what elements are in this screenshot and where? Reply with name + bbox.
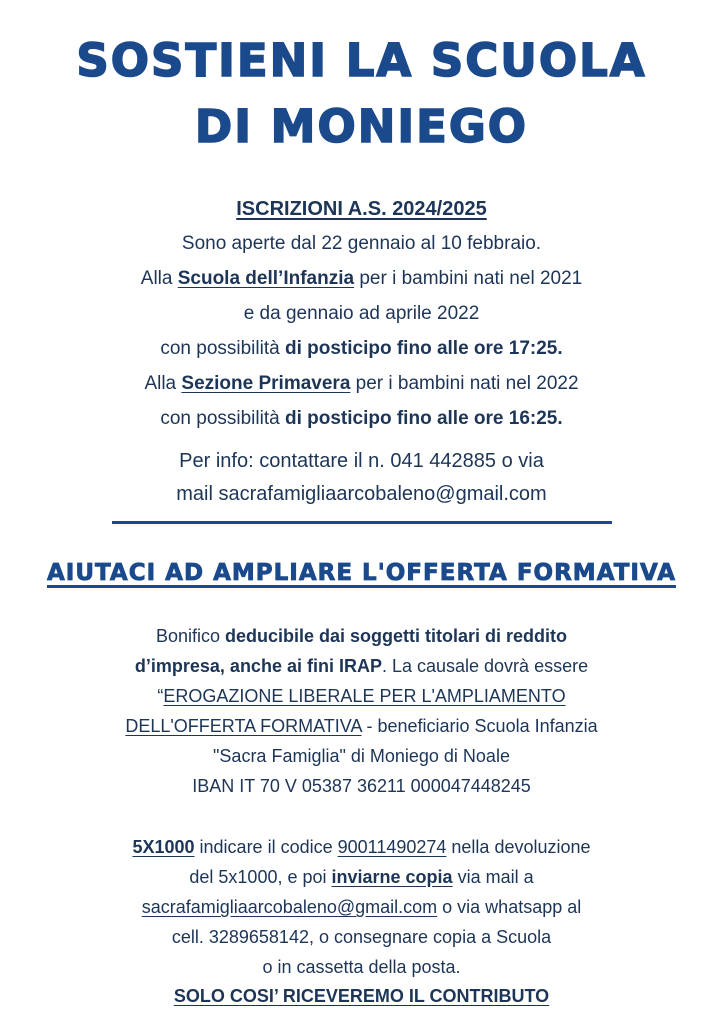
primavera-pre: Alla [144, 373, 182, 394]
posticipo-bold: di posticipo fino alle ore 17:25. [284, 338, 563, 359]
causale-line-1 [0, 686, 723, 707]
poster-title-line2: DI MONIEGO [194, 100, 529, 153]
5x1000-line-5: o in cassetta della posta. [262, 957, 461, 977]
posticipo2-bold: di posticipo fino alle ore 16:25. [284, 408, 563, 429]
bonifico-line-2 [0, 656, 723, 677]
bonifico-line-1 [0, 626, 723, 647]
beneficiario: - beneficiario Scuola Infanzia [361, 716, 598, 736]
5x1000-post: nella devoluzione [446, 837, 591, 857]
primavera-line [0, 373, 723, 395]
primavera-link[interactable]: Sezione Primavera [181, 373, 351, 394]
primavera-post: per i bambini nati nel 2022 [350, 373, 579, 394]
info-line-1: Per info: contattare il n. 041 442885 o via [179, 450, 544, 472]
infanzia-link[interactable]: Scuola dell’Infanzia [177, 268, 355, 289]
copy-post: via mail a [452, 867, 534, 887]
bonifico-bold: deducibile dai soggetti titolari di reddito [225, 626, 568, 646]
posticipo2-pre: con possibilità [160, 408, 285, 429]
tax-code: 90011490274 [337, 837, 447, 857]
causale-quote: “ [157, 686, 164, 706]
infanzia-posticipo [0, 338, 723, 360]
5x1000-line-3 [0, 897, 723, 918]
bonifico-pre: Bonifico [155, 626, 225, 646]
primavera-posticipo [0, 408, 723, 430]
causale-line-2 [0, 716, 723, 737]
infanzia-post: per i bambini nati nel 2021 [354, 268, 583, 289]
whatsapp-text: o via whatsapp al [437, 897, 582, 917]
closing-statement: SOLO COSI’ RICEVEREMO IL CONTRIBUTO [173, 986, 550, 1006]
enrollment-open-dates: Sono aperte dal 22 gennaio al 10 febbraio. [181, 233, 542, 254]
posticipo-pre: con possibilità [160, 338, 285, 359]
section-divider [112, 521, 612, 524]
causale-link-1: EROGAZIONE LIBERALE PER L'AMPLIAMENTO [163, 686, 566, 706]
info-line-2: mail sacrafamigliaarcobaleno@gmail.com [176, 483, 547, 505]
infanzia-line-2: e da gennaio ad aprile 2022 [243, 303, 480, 324]
school-name-line: "Sacra Famiglia" di Moniego di Noale [213, 746, 510, 766]
enrollment-heading: ISCRIZIONI A.S. 2024/2025 [236, 198, 487, 220]
5x1000-line-1 [0, 837, 723, 858]
5x1000-mid: indicare il codice [194, 837, 338, 857]
infanzia-line [0, 268, 723, 290]
poster-title-line1: SOSTIENI LA SCUOLA [76, 34, 647, 87]
causale-link-2: DELL'OFFERTA FORMATIVA [125, 716, 362, 736]
iban-line: IBAN IT 70 V 05387 36211 000047448245 [192, 776, 531, 796]
copy-pre: del 5x1000, e poi [189, 867, 332, 887]
5x1000-label: 5X1000 [132, 837, 195, 857]
help-heading: AIUTACI AD AMPLIARE L'OFFERTA FORMATIVA [46, 560, 676, 586]
bonifico-causale: . La causale dovrà essere [381, 656, 589, 676]
infanzia-pre: Alla [140, 268, 178, 289]
email-link[interactable]: sacrafamigliaarcobaleno@gmail.com [141, 897, 438, 917]
5x1000-line-4: cell. 3289658142, o consegnare copia a Scuola [171, 927, 552, 947]
copy-bold: inviarne copia [331, 867, 453, 887]
5x1000-line-2 [0, 867, 723, 888]
bonifico-irap: d’impresa, anche ai fini IRAP [134, 656, 382, 676]
